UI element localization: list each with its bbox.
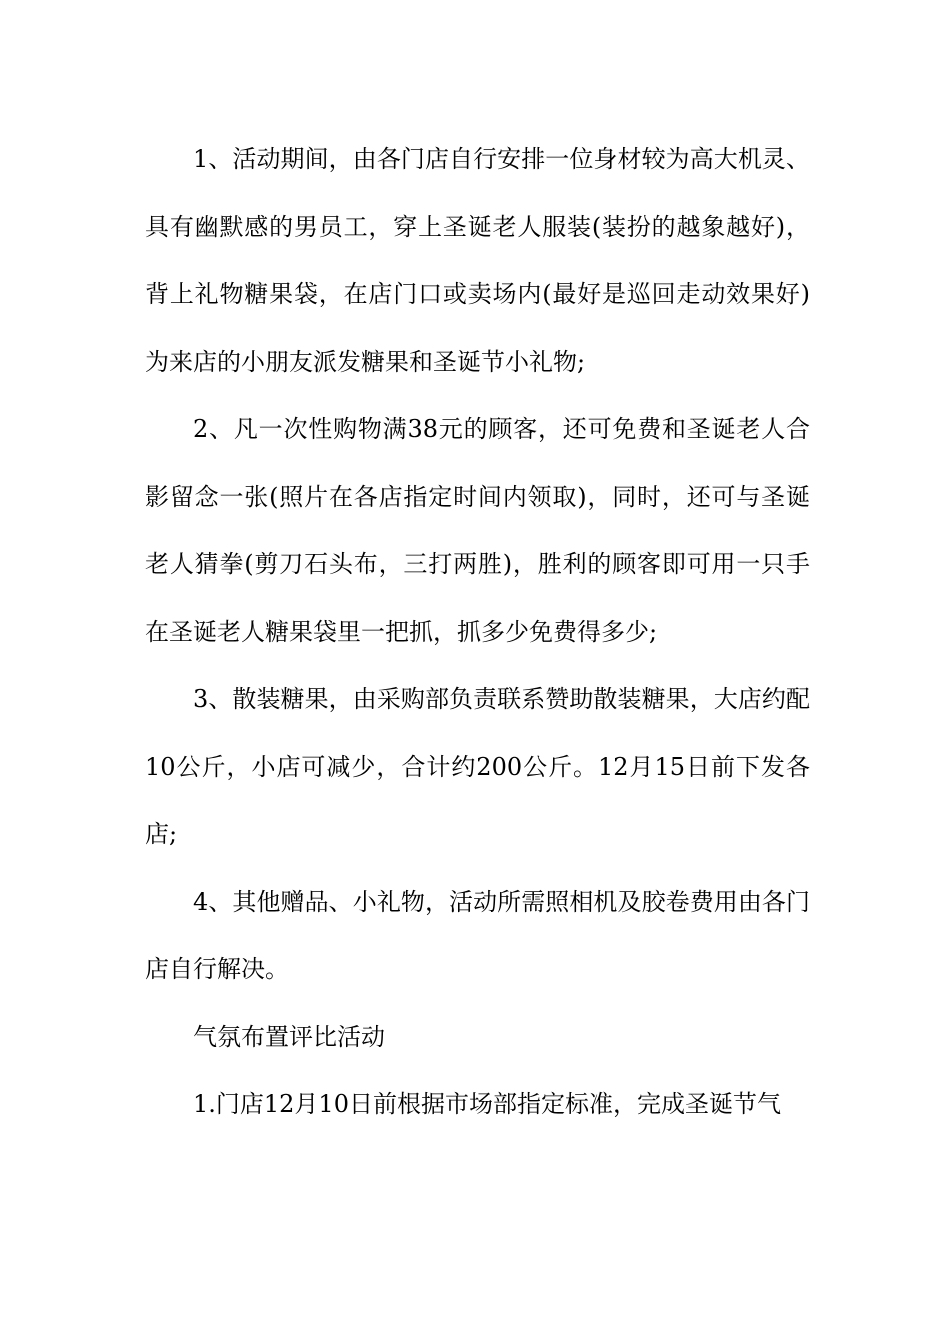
paragraph-line: 店; [145, 820, 178, 848]
paragraph-line: 为来店的小朋友派发糖果和圣诞节小礼物; [145, 347, 586, 376]
paragraph-line: 1、活动期间，由各门店自行安排一位身材较为高大机灵、 [193, 145, 810, 173]
paragraph-item-1 [145, 126, 810, 396]
document-body [145, 126, 810, 1139]
paragraph-item-2 [145, 396, 810, 666]
paragraph-item-4 [145, 869, 810, 1004]
paragraph-line: 4、其他赠品、小礼物，活动所需照相机及胶卷费用由各门 [193, 887, 810, 916]
paragraph-line: 2、凡一次性购物满38元的顾客，还可免费和圣诞老人合 [193, 415, 810, 443]
paragraph-item-5 [145, 1071, 810, 1139]
section-heading-text: 气氛布置评比活动 [193, 1022, 385, 1051]
paragraph-line: 店自行解决。 [145, 955, 289, 983]
paragraph-line: 背上礼物糖果袋，在店门口或卖场内(最好是巡回走动效果好) [145, 280, 810, 308]
paragraph-line: 3、散装糖果，由采购部负责联系赞助散装糖果，大店约配 [193, 685, 810, 713]
paragraph-line: 老人猜拳(剪刀石头布，三打两胜)，胜利的顾客即可用一只手 [145, 550, 810, 578]
paragraph-line: 具有幽默感的男员工，穿上圣诞老人服装(装扮的越象越好)， [145, 212, 810, 241]
paragraph-line: 1.门店12月10日前根据市场部指定标准，完成圣诞节气 [193, 1090, 781, 1118]
paragraph-item-3 [145, 666, 810, 869]
paragraph-line: 在圣诞老人糖果袋里一把抓，抓多少免费得多少; [145, 617, 658, 646]
paragraph-line: 10公斤，小店可减少，合计约200公斤。12月15日前下发各 [145, 752, 810, 781]
paragraph-line: 影留念一张(照片在各店指定时间内领取)，同时，还可与圣诞 [145, 482, 810, 511]
section-heading [145, 1004, 810, 1072]
